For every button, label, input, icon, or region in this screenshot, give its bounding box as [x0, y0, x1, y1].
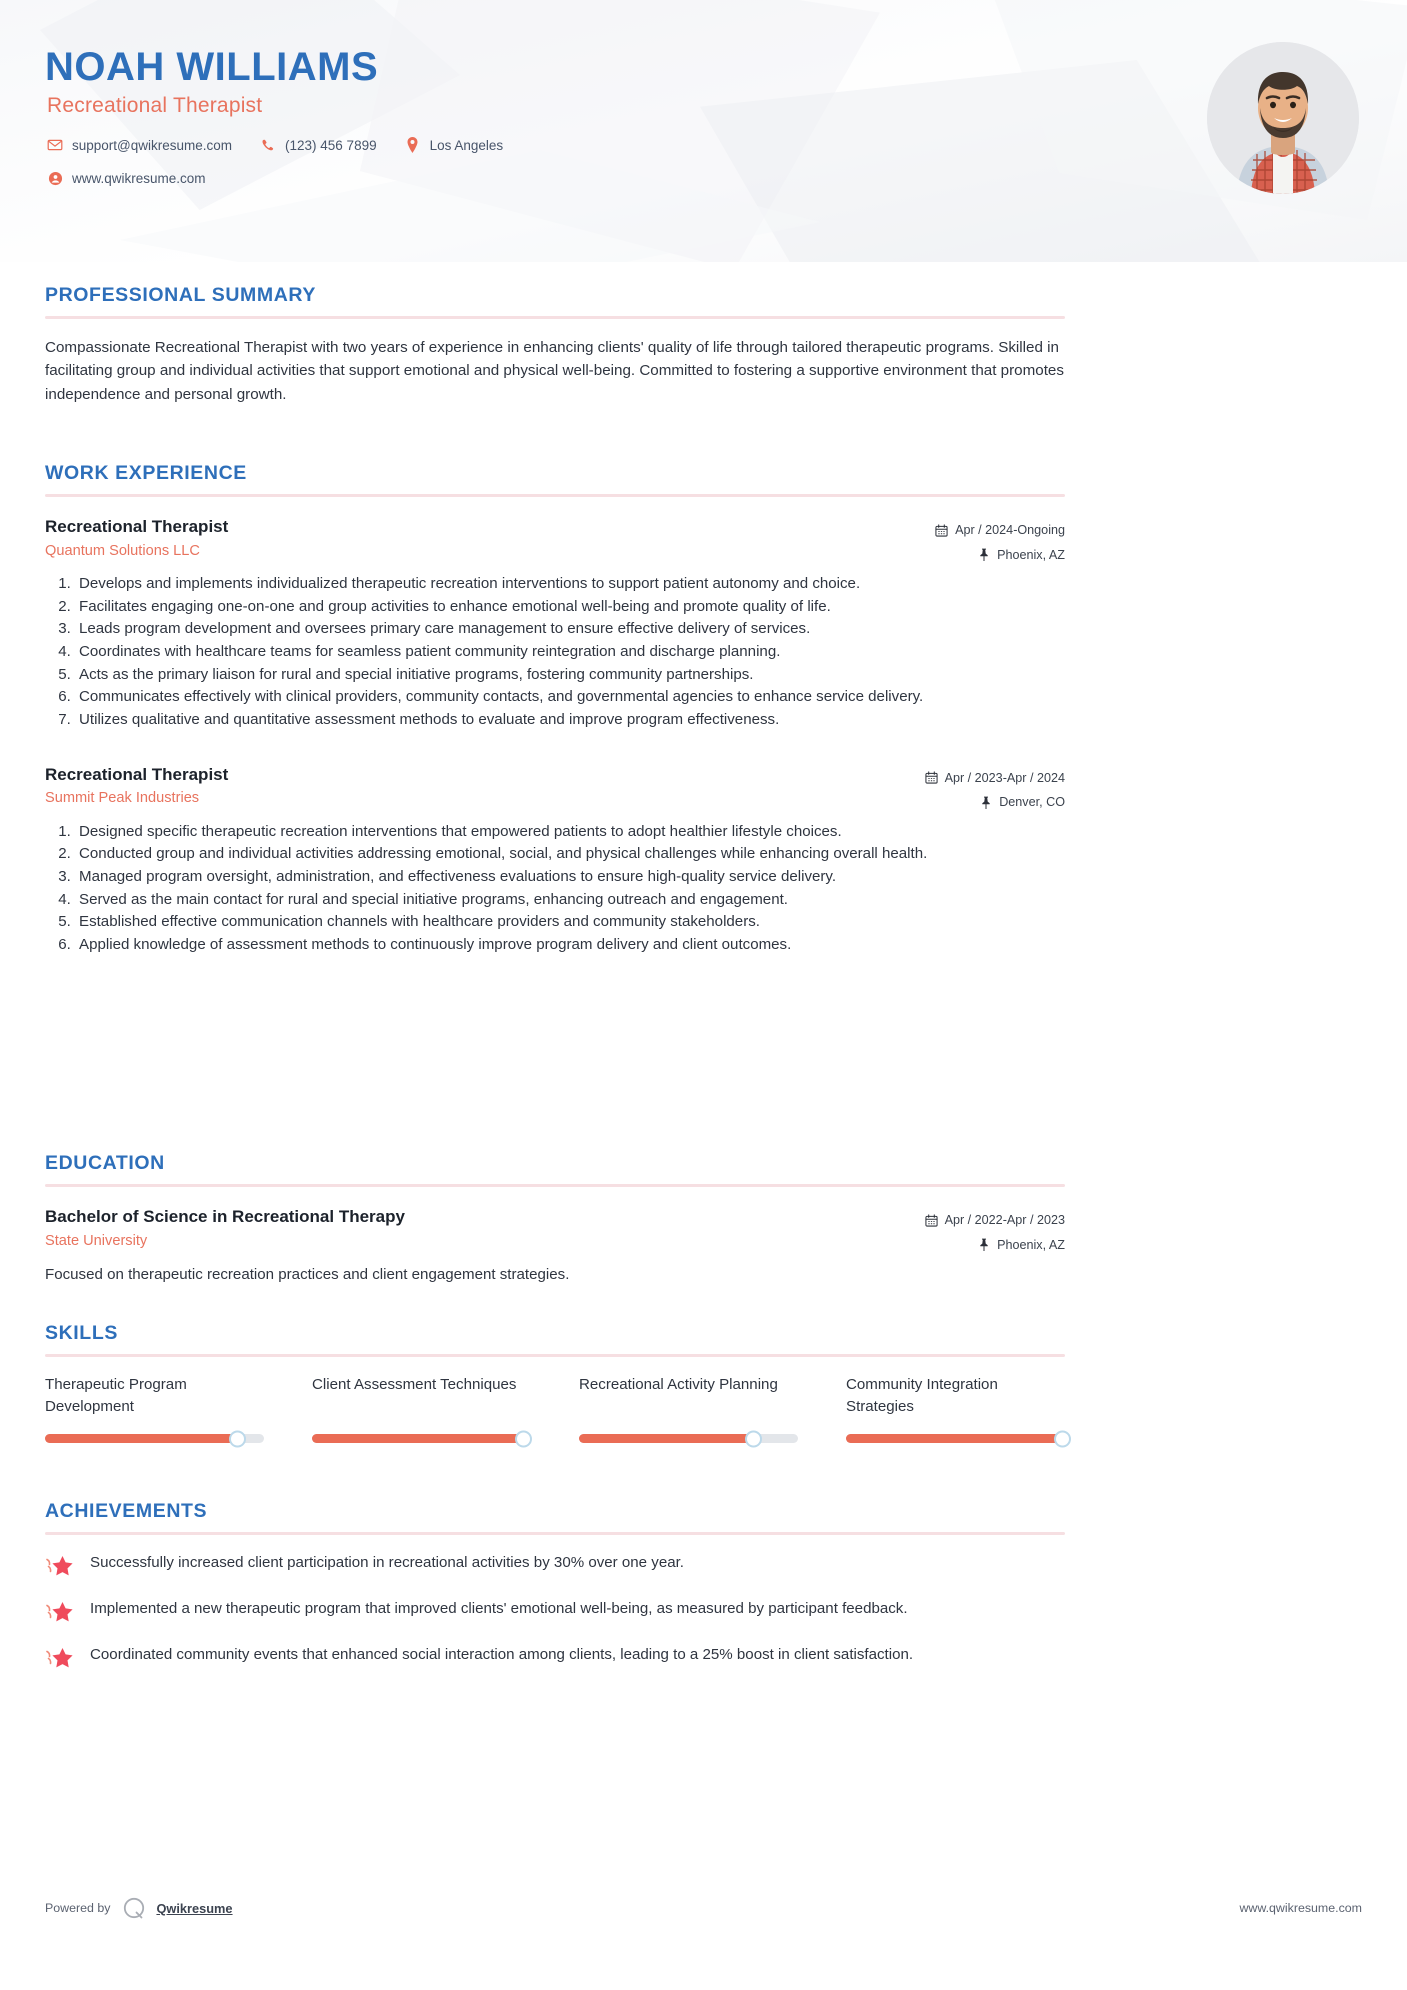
skill-label: Community Integration Strategies	[846, 1376, 998, 1415]
contact-phone[interactable]	[260, 137, 377, 153]
contact-website-text: www.qwikresume.com	[72, 170, 206, 186]
work-location-text: Phoenix, AZ	[997, 547, 1065, 562]
work-company: Quantum Solutions LLC	[45, 542, 200, 559]
education-school: State University	[45, 1232, 148, 1249]
section-professional-summary	[45, 284, 1065, 406]
work-dates-text: Apr / 2024-Ongoing	[955, 523, 1065, 537]
education-dates-line	[925, 1208, 1065, 1233]
contact-phone-text: (123) 456 7899	[285, 137, 377, 153]
work-bullet: 5. Established effective communication channels with healthcare providers and community stakeholders.	[75, 911, 1065, 934]
section-education	[45, 1152, 1065, 1293]
work-bullet: 6. Communicates effectively with clinical providers, community contacts, and governmental agencies to enhance service delivery.	[75, 686, 1065, 709]
education-description: Focused on therapeutic recreation practices and client engagement strategies.	[45, 1266, 570, 1284]
education-entry	[45, 1204, 1065, 1287]
education-location-text: Phoenix, AZ	[997, 1237, 1065, 1252]
work-job-title: Recreational Therapist	[45, 517, 229, 536]
skill-slider[interactable]	[45, 1434, 264, 1443]
contact-location	[405, 137, 504, 153]
achievement-item	[45, 1598, 1065, 1625]
contact-email[interactable]	[47, 137, 232, 153]
work-bullet: 2. Conducted group and individual activities addressing emotional, social, and physical challenges while enhancing overall health.	[75, 843, 1065, 866]
skill-item	[579, 1374, 846, 1443]
envelope-icon	[47, 137, 63, 153]
skill-knob[interactable]	[1054, 1430, 1071, 1447]
pushpin-icon	[977, 548, 990, 561]
section-divider	[45, 1184, 1065, 1187]
skill-label: Therapeutic Program Development	[45, 1376, 187, 1415]
footer	[45, 1895, 1362, 1921]
contact-email-text: support@qwikresume.com	[72, 137, 233, 153]
education-degree: Bachelor of Science in Recreational Therapy	[45, 1207, 405, 1226]
work-location-text: Denver, CO	[999, 795, 1065, 810]
qwikresume-logo-icon	[121, 1895, 147, 1921]
work-bullet: 5. Acts as the primary liaison for rural and special initiative programs, fostering community partnerships.	[75, 664, 1065, 687]
calendar-icon	[925, 1214, 938, 1227]
education-location-line	[925, 1233, 1065, 1258]
skill-knob[interactable]	[745, 1430, 762, 1447]
achievement-item	[45, 1644, 1065, 1671]
section-title-summary: PROFESSIONAL SUMMARY	[45, 284, 316, 306]
work-dates-line	[935, 518, 1065, 543]
globe-icon	[47, 170, 63, 186]
footer-powered-label: Powered by	[45, 1901, 111, 1915]
achievement-text: Coordinated community events that enhanced social interaction among clients, leading to a 25% boost in client satisfaction.	[90, 1646, 914, 1663]
work-bullet: 4. Coordinates with healthcare teams for seamless patient community reintegration and discharge planning.	[75, 641, 1065, 664]
work-bullet: 3. Leads program development and oversees primary care management to ensure effective delivery of services.	[75, 618, 1065, 641]
skill-fill	[312, 1434, 524, 1443]
work-job-title: Recreational Therapist	[45, 764, 229, 784]
achievement-item	[45, 1552, 1065, 1579]
work-entry-meta	[935, 514, 1065, 567]
calendar-icon	[935, 524, 948, 537]
phone-icon	[260, 137, 276, 153]
footer-powered-by	[45, 1895, 233, 1921]
pushpin-icon	[977, 1238, 990, 1251]
section-divider	[45, 1354, 1065, 1357]
star-icon	[45, 1553, 75, 1579]
work-bullet-list-1	[45, 821, 1065, 957]
candidate-name: NOAH WILLIAMS	[45, 45, 379, 89]
section-title-skills: SKILLS	[45, 1322, 118, 1344]
footer-brand-link[interactable]: Qwikresume	[156, 1900, 233, 1916]
work-dates-text: Apr / 2023-Apr / 2024	[944, 770, 1065, 785]
work-entry-left	[45, 762, 925, 811]
section-skills	[45, 1322, 1065, 1443]
skill-fill	[579, 1434, 754, 1443]
work-bullet-list-0	[45, 573, 1065, 731]
header-background	[0, 0, 1407, 262]
contact-location-text: Los Angeles	[429, 137, 504, 153]
calendar-icon	[925, 771, 938, 784]
skill-slider[interactable]	[846, 1434, 1065, 1443]
section-divider	[45, 494, 1065, 497]
section-divider	[45, 1532, 1065, 1535]
skill-fill	[45, 1434, 238, 1443]
work-location-line	[925, 790, 1065, 815]
location-pin-icon	[405, 137, 421, 153]
contact-row-primary	[47, 137, 503, 153]
work-company: Summit Peak Industries	[45, 790, 200, 807]
skill-fill	[846, 1434, 1063, 1443]
skill-item	[312, 1374, 579, 1443]
section-title-work: WORK EXPERIENCE	[45, 462, 247, 484]
pushpin-icon	[979, 796, 992, 809]
star-icon	[45, 1599, 75, 1625]
education-entry-left	[45, 1204, 925, 1253]
section-divider	[45, 316, 1065, 319]
section-title-education: EDUCATION	[45, 1152, 165, 1174]
work-entry-left	[45, 514, 935, 563]
section-achievements	[45, 1500, 1065, 1690]
work-bullet: 7. Utilizes qualitative and quantitative assessment methods to evaluate and improve program effectiveness.	[75, 709, 1065, 732]
skills-grid	[45, 1374, 1065, 1443]
work-bullet: 1. Develops and implements individualized therapeutic recreation interventions to support patient autonomy and choice.	[75, 573, 1065, 596]
skill-item	[45, 1374, 312, 1443]
summary-text: Compassionate Recreational Therapist with two years of experience in enhancing clients' quality of life through tailored therapeutic programs. Skilled in facilitating group and individual activities that support emotional and physical well-being. Committed to fostering a supportive environment that promotes independence and personal growth.	[45, 339, 1064, 403]
achievement-text: Successfully increased client participation in recreational activities by 30% over one year.	[90, 1554, 684, 1571]
star-icon	[45, 1645, 75, 1671]
work-entry-meta	[925, 762, 1065, 815]
work-entry	[45, 514, 1065, 732]
work-entry	[45, 762, 1065, 957]
education-entry-meta	[925, 1204, 1065, 1257]
education-dates-text: Apr / 2022-Apr / 2023	[944, 1213, 1065, 1227]
candidate-role: Recreational Therapist	[47, 94, 263, 117]
skill-slider[interactable]	[312, 1434, 531, 1443]
achievement-text: Implemented a new therapeutic program that improved clients' emotional well-being, as measured by participant feedback.	[90, 1600, 908, 1617]
work-location-line	[935, 543, 1065, 568]
skill-slider[interactable]	[579, 1434, 798, 1443]
skill-knob[interactable]	[229, 1430, 246, 1447]
footer-website[interactable]: www.qwikresume.com	[1239, 1901, 1362, 1915]
contact-row-secondary	[47, 170, 206, 186]
avatar	[1207, 42, 1359, 194]
skill-item	[846, 1374, 1065, 1443]
skill-label: Recreational Activity Planning	[579, 1376, 778, 1393]
work-bullet: 3. Managed program oversight, administration, and effectiveness evaluations to ensure high-quality service delivery.	[75, 866, 1065, 889]
section-work-experience	[45, 462, 1065, 963]
work-dates-line	[925, 766, 1065, 791]
skill-knob[interactable]	[515, 1430, 532, 1447]
work-entry-header	[45, 514, 1065, 567]
work-bullet: 6. Applied knowledge of assessment methods to continuously improve program delivery and client outcomes.	[75, 934, 1065, 957]
contact-website[interactable]	[47, 170, 206, 186]
education-entry-header	[45, 1204, 1065, 1257]
work-entry-header	[45, 762, 1065, 815]
work-bullet: 1. Designed specific therapeutic recreation interventions that empowered patients to adopt healthier lifestyle choices.	[75, 821, 1065, 844]
work-bullet: 2. Facilitates engaging one-on-one and group activities to enhance emotional well-being and promote quality of life.	[75, 596, 1065, 619]
work-bullet: 4. Served as the main contact for rural and special initiative programs, enhancing outreach and engagement.	[75, 889, 1065, 912]
skill-label: Client Assessment Techniques	[312, 1376, 517, 1393]
section-title-achievements: ACHIEVEMENTS	[45, 1500, 208, 1522]
